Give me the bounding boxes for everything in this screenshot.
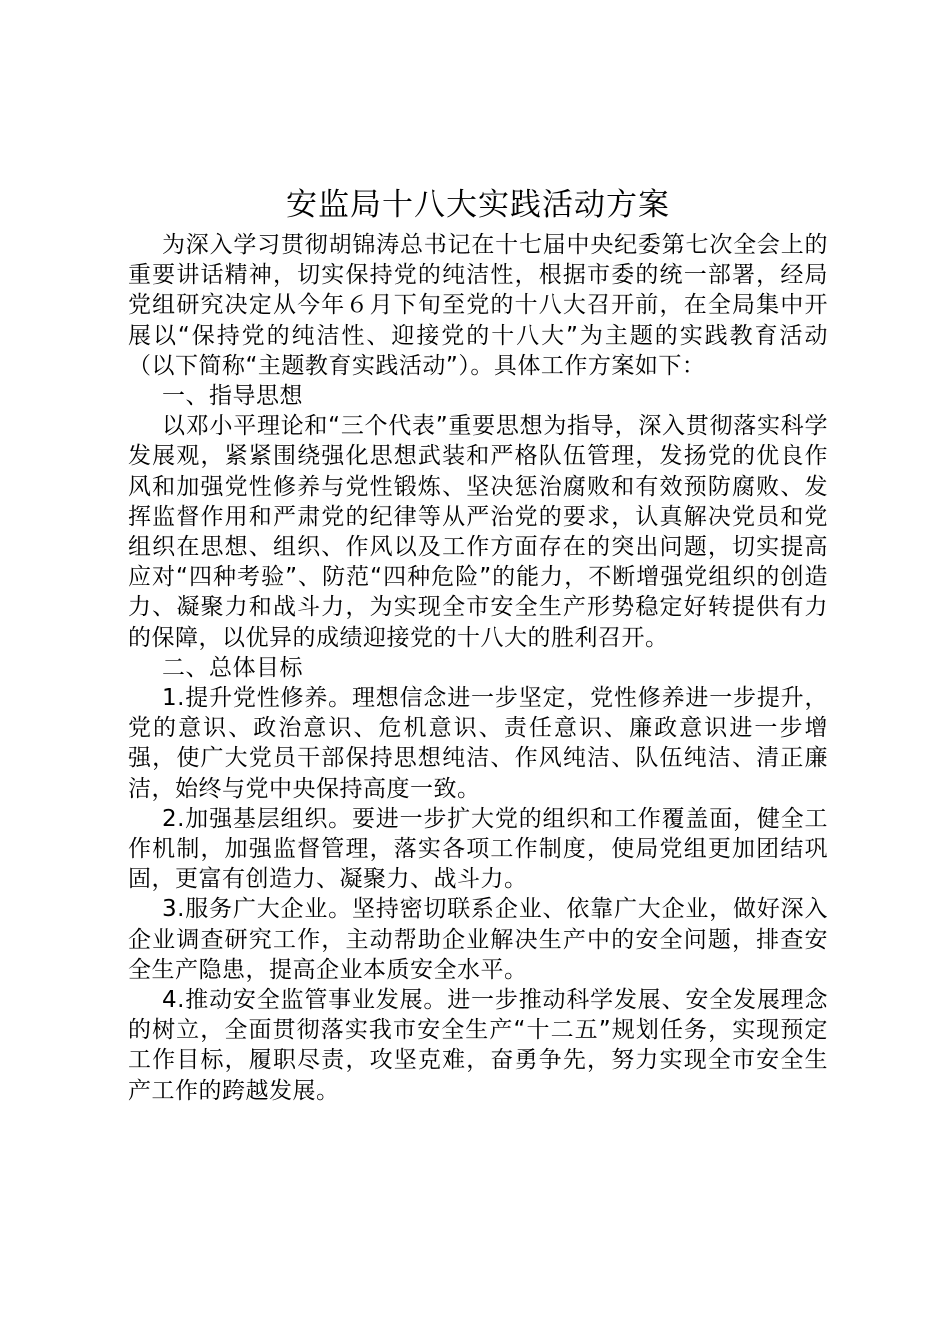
section-heading-guiding-ideology: 一、指导思想 (162, 383, 303, 410)
goal-item-1: 1.提升党性修养。理想信念进一步坚定，党性修养进一步提升，党的意识、政治意识、危机意识、责任意识、廉政意识进一步增强，使广大党员干部保持思想纯洁、作风纯洁、队伍纯洁、清正廉洁，始终与党中央保持高度一致。 (128, 685, 828, 802)
guiding-ideology-paragraph: 以邓小平理论和“三个代表”重要思想为指导，深入贯彻落实科学发展观，紧紧围绕强化思想武装和严格队伍管理，发扬党的优良作风和加强党性修养与党性锻炼、坚决惩治腐败和有效预防腐败、发挥监督作用和严肃党的纪律等从严治党的要求，认真解决党员和党组织在思想、组织、作风以及工作方面存在的突出问题，切实提高应对“四种考验”、防范“四种危险”的能力，不断增强党组织的创造力、凝聚力和战斗力，为实现全市安全生产形势稳定好转提供有力的保障，以优异的成绩迎接党的十八大的胜利召开。 (128, 413, 828, 651)
goal-item-4: 4.推动安全监管事业发展。进一步推动科学发展、安全发展理念的树立，全面贯彻落实我市安全生产“十二五”规划任务，实现预定工作目标，履职尽责，攻坚克难，奋勇争先，努力实现全市安全生产工作的跨越发展。 (128, 987, 828, 1104)
section-heading-overall-goals: 二、总体目标 (162, 654, 303, 681)
goal-item-3: 3.服务广大企业。坚持密切联系企业、依靠广大企业，做好深入企业调查研究工作，主动帮助企业解决生产中的安全问题，排查安全生产隐患，提高企业本质安全水平。 (128, 896, 828, 983)
intro-paragraph: 为深入学习贯彻胡锦涛总书记在十七届中央纪委第七次全会上的重要讲话精神，切实保持党的纯洁性，根据市委的统一部署，经局党组研究决定从今年６月下旬至党的十八大召开前，在全局集中开展以“保持党的纯洁性、迎接党的十八大”为主题的实践教育活动（以下简称“主题教育实践活动”）。具体工作方案如下： (128, 232, 828, 379)
document-title: 安监局十八大实践活动方案 (286, 187, 670, 223)
document-page (128, 180, 828, 1106)
goal-item-2: 2.加强基层组织。要进一步扩大党的组织和工作覆盖面，健全工作机制，加强监督管理，落实各项工作制度，使局党组更加团结巩固，更富有创造力、凝聚力、战斗力。 (128, 805, 828, 893)
